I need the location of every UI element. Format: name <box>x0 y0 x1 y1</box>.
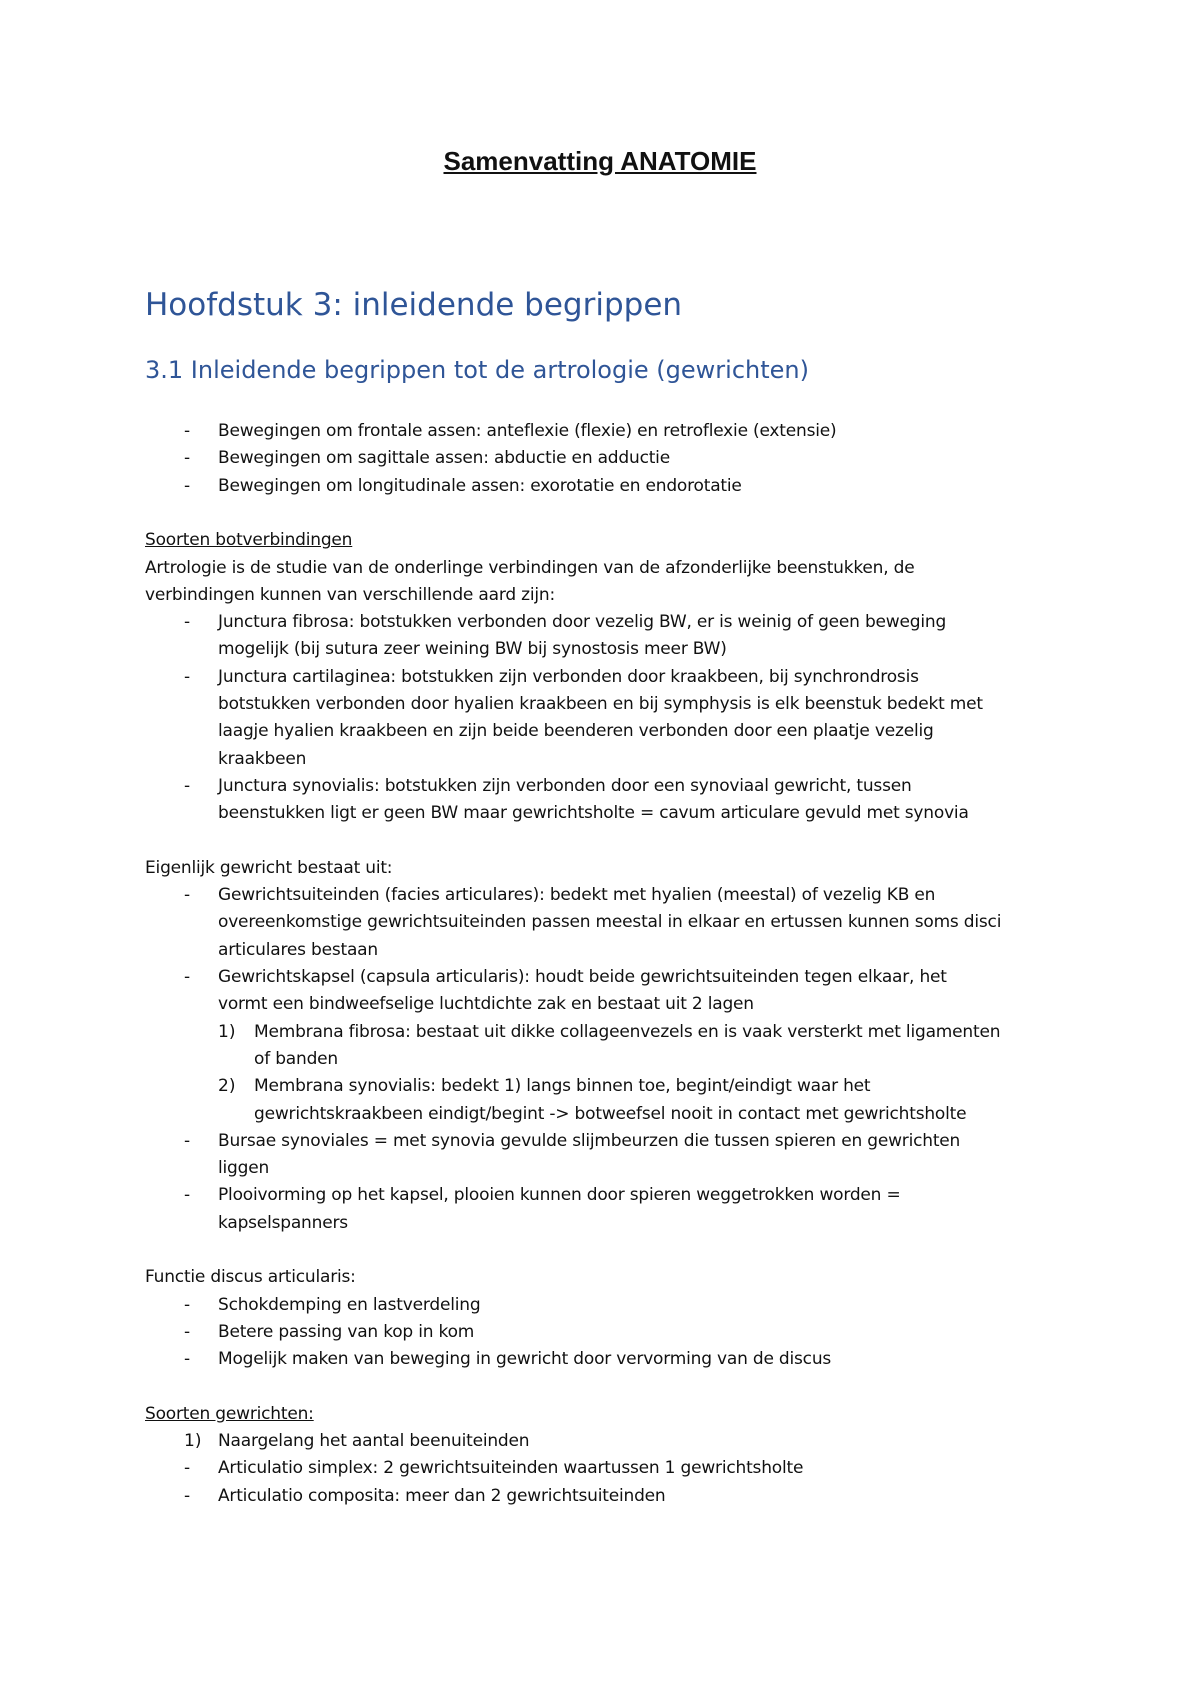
list-item: Bewegingen om sagittale assen: abductie en adductie <box>218 448 670 469</box>
numbered-item: gewrichtskraakbeen eindigt/begint -> botweefsel nooit in contact met gewrichtsholte <box>254 1103 967 1124</box>
paragraph-line: Artrologie is de studie van de onderlinge verbindingen van de afzonderlijke beenstukken, de <box>145 557 915 578</box>
numbered-item: Membrana fibrosa: bestaat uit dikke collageenvezels en is vaak versterkt met ligamenten <box>254 1021 1001 1042</box>
list-item: botstukken verbonden door hyalien kraakbeen en bij symphysis is elk beenstuk bedekt met <box>218 694 983 714</box>
paragraph-line: verbindingen kunnen van verschillende aard zijn: <box>145 584 555 605</box>
bullet-marker: - <box>184 967 191 987</box>
chapter-heading: Hoofdstuk 3: inleidende begrippen <box>145 287 683 323</box>
list-item: Betere passing van kop in kom <box>218 1321 475 1342</box>
list-item: Bewegingen om longitudinale assen: exorotatie en endorotatie <box>218 475 742 496</box>
numbered-item: Naargelang het aantal beenuiteinden <box>218 1431 530 1452</box>
list-item: Bursae synoviales = met synovia gevulde slijmbeurzen die tussen spieren en gewrichten <box>218 1130 961 1151</box>
bullet-marker: - <box>184 1349 191 1370</box>
list-item: vormt een bindweefselige luchtdichte zak en bestaat uit 2 lagen <box>218 994 754 1015</box>
bullet-marker: - <box>184 1485 191 1506</box>
numbered-item: of banden <box>254 1048 338 1069</box>
list-item: Articulatio simplex: 2 gewrichtsuiteinden waartussen 1 gewrichtsholte <box>218 1458 804 1479</box>
list-item: liggen <box>218 1158 270 1179</box>
list-item: Gewrichtsuiteinden (facies articulares): bedekt met hyalien (meestal) of vezelig KB en <box>218 885 936 906</box>
list-item: Junctura synovialis: botstukken zijn verbonden door een synoviaal gewricht, tussen <box>218 775 912 796</box>
subheading-gewricht: Eigenlijk gewricht bestaat uit: <box>145 857 393 878</box>
bullet-marker: - <box>184 1130 191 1151</box>
list-item: Schokdemping en lastverdeling <box>218 1294 481 1315</box>
bullet-marker: - <box>184 612 191 633</box>
subheading-botverbindingen: Soorten botverbindingen <box>145 530 353 551</box>
subheading-gewrichten: Soorten gewrichten: <box>145 1403 314 1424</box>
numbered-item: Membrana synovialis: bedekt 1) langs binnen toe, begint/eindigt waar het <box>254 1076 871 1097</box>
number-marker: 2) <box>218 1076 236 1097</box>
number-marker: 1) <box>218 1021 236 1042</box>
list-item: Junctura cartilaginea: botstukken zijn verbonden door kraakbeen, bij synchrondrosis <box>218 666 919 687</box>
bullet-marker: - <box>184 775 191 796</box>
list-item: kraakbeen <box>218 748 307 769</box>
bullet-marker: - <box>184 1458 191 1479</box>
list-item: overeenkomstige gewrichtsuiteinden passen meestal in elkaar en ertussen kunnen soms disci <box>218 912 1002 933</box>
bullet-marker: - <box>184 448 191 469</box>
list-item: articulares bestaan <box>218 939 378 960</box>
list-item: beenstukken ligt er geen BW maar gewrichtsholte = cavum articulare gevuld met synovia <box>218 803 969 824</box>
list-item: kapselspanners <box>218 1212 348 1233</box>
list-item: Plooivorming op het kapsel, plooien kunnen door spieren weggetrokken worden = <box>218 1185 901 1206</box>
bullet-marker: - <box>184 885 191 906</box>
bullet-marker: - <box>184 421 191 441</box>
list-item: Mogelijk maken van beweging in gewricht door vervorming van de discus <box>218 1349 832 1370</box>
bullet-marker: - <box>184 1321 191 1342</box>
list-item: Articulatio composita: meer dan 2 gewrichtsuiteinden <box>218 1485 666 1506</box>
list-item: laagje hyalien kraakbeen en zijn beide beenderen verbonden door een plaatje vezelig <box>218 721 934 742</box>
bullet-marker: - <box>184 1294 191 1315</box>
list-item: Gewrichtskapsel (capsula articularis): houdt beide gewrichtsuiteinden tegen elkaar, het <box>218 967 947 987</box>
document-title: Samenvatting ANATOMIE <box>443 146 757 176</box>
subheading-discus: Functie discus articularis: <box>145 1267 356 1288</box>
list-item: Bewegingen om frontale assen: anteflexie (flexie) en retroflexie (extensie) <box>218 421 837 441</box>
list-item: mogelijk (bij sutura zeer weining BW bij synostosis meer BW) <box>218 639 727 660</box>
list-item: Junctura fibrosa: botstukken verbonden door vezelig BW, er is weinig of geen beweging <box>218 612 947 633</box>
number-marker: 1) <box>184 1431 202 1452</box>
bullet-marker: - <box>184 666 191 687</box>
bullet-marker: - <box>184 1185 191 1206</box>
section-heading: 3.1 Inleidende begrippen tot de artrologie (gewrichten) <box>145 356 809 384</box>
bullet-marker: - <box>184 475 191 496</box>
